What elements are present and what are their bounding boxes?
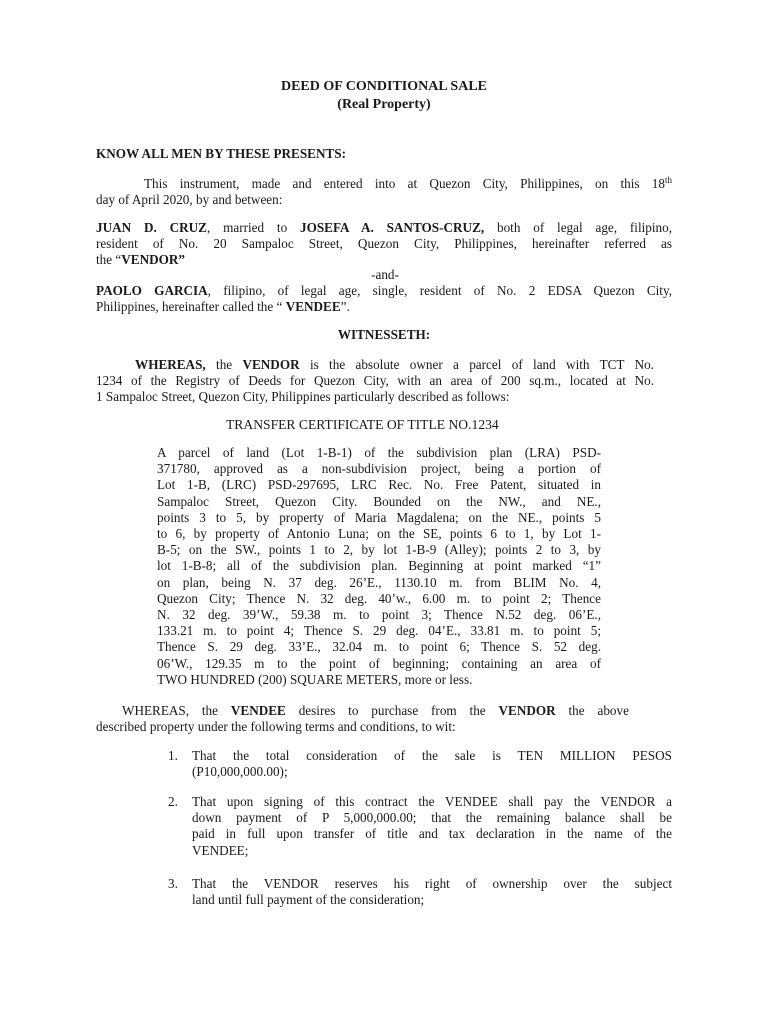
term-line: That the VENDOR reserves his right of ownership over the subject bbox=[192, 876, 672, 891]
tct-line: A parcel of land (Lot 1-B-1) of the subdivision plan (LRA) PSD- bbox=[157, 445, 601, 460]
tct-line: points 3 to 5, by property of Maria Magdalena; on the NE., points 5 bbox=[157, 509, 601, 525]
document-title: DEED OF CONDITIONAL SALE bbox=[280, 79, 488, 94]
tct-line: Thence S. 29 deg. 33’E., 32.04 m. to point 6; Thence S. 52 deg. bbox=[157, 639, 601, 655]
vendor-line-1: JUAN D. CRUZ, married to JOSEFA A. SANTOS-CRUZ, both of legal age, filipino, bbox=[96, 220, 673, 235]
whereas-2-line-2: described property under the following terms and conditions, to wit: bbox=[96, 719, 456, 734]
tct-line: B-5; on the SW., points 1 to 2, by lot 1-B-9 (Alley); points 2 to 3, by bbox=[157, 542, 601, 558]
tct-line: Sampaloc Street, Quezon City. Bounded on the NW., and NE., bbox=[157, 493, 601, 509]
whereas-1-line-1: WHEREAS, the VENDOR is the absolute owner a parcel of land with TCT No. bbox=[135, 357, 654, 372]
tct-line: on plan, being N. 37 deg. 26’E., 1130.10 m. from BLIM No. 4, bbox=[157, 574, 601, 590]
tct-line: TWO HUNDRED (200) SQUARE METERS, more or less. bbox=[157, 671, 473, 687]
tct-line: 371780, approved as a non-subdivision project, being a portion of bbox=[157, 461, 601, 477]
term-line: down payment of P 5,000,000.00; that the remaining balance shall be bbox=[192, 810, 672, 826]
term-line: paid in full upon transfer of title and tax declaration in the name of the bbox=[192, 826, 672, 842]
intro-line-1: This instrument, made and entered into at Quezon City, Philippines, on this 18th bbox=[144, 175, 672, 191]
witnesseth-heading: WITNESSETH: bbox=[337, 327, 431, 342]
intro-line-2: day of April 2020, by and between: bbox=[96, 192, 283, 207]
term-line: That the total consideration of the sale is TEN MILLION PESOS bbox=[192, 748, 672, 763]
tct-line: lot 1-B-8; all of the subdivision plan. Beginning at point marked “1” bbox=[157, 558, 601, 574]
vendee-line-1: PAOLO GARCIA, filipino, of legal age, single, resident of No. 2 EDSA Quezon City, bbox=[96, 283, 672, 298]
whereas-1-line-3: 1 Sampaloc Street, Quezon City, Philippines particularly described as follows: bbox=[96, 389, 510, 404]
term-1 bbox=[192, 748, 672, 780]
vendor-line-2: resident of No. 20 Sampaloc Street, Quezon City, Philippines, hereinafter referred as bbox=[96, 236, 672, 251]
whereas-1-line-2: 1234 of the Registry of Deeds for Quezon City, with an area of 200 sq.m., located at No. bbox=[96, 373, 654, 388]
tct-line: to 6, by property of Antonio Luna; on the SE, points 6 to 1, by Lot 1- bbox=[157, 526, 601, 542]
term-1-number: 1. bbox=[168, 748, 178, 763]
document-subtitle: (Real Property) bbox=[337, 97, 431, 112]
term-2 bbox=[192, 794, 672, 859]
term-line: (P10,000,000.00); bbox=[192, 764, 288, 780]
term-3-number: 3. bbox=[168, 876, 178, 891]
tct-line: N. 32 deg. 39’W., 59.38 m. to point 3; Thence N.52 deg. 06’E., bbox=[157, 607, 601, 623]
tct-line: 133.21 m. to point 4; Thence S. 29 deg. 04’E., 33.81 m. to point 5; bbox=[157, 623, 601, 639]
term-line: VENDEE; bbox=[192, 842, 249, 858]
and-separator: -and- bbox=[371, 267, 399, 282]
tct-description bbox=[157, 445, 601, 688]
tct-heading: TRANSFER CERTIFICATE OF TITLE NO.1234 bbox=[226, 417, 499, 432]
know-all-heading: KNOW ALL MEN BY THESE PRESENTS: bbox=[96, 146, 347, 161]
tct-line: Lot 1-B, (LRC) PSD-297695, LRC Rec. No. Free Patent, situated in bbox=[157, 477, 601, 493]
term-3 bbox=[192, 876, 672, 908]
term-2-number: 2. bbox=[168, 794, 178, 809]
whereas-2-line-1: WHEREAS, the VENDEE desires to purchase from the VENDOR the above bbox=[122, 703, 629, 718]
term-line: That upon signing of this contract the VENDEE shall pay the VENDOR a bbox=[192, 794, 672, 809]
tct-line: 06’W., 129.35 m to the point of beginning; containing an area of bbox=[157, 655, 601, 671]
vendee-line-2: Philippines, hereinafter called the “ VENDEE”. bbox=[96, 299, 350, 314]
vendor-line-3: the “VENDOR” bbox=[96, 252, 186, 267]
tct-line: Quezon City; Thence N. 32 deg. 40’w., 6.00 m. to point 2; Thence bbox=[157, 590, 601, 606]
term-line: land until full payment of the consideration; bbox=[192, 892, 425, 908]
